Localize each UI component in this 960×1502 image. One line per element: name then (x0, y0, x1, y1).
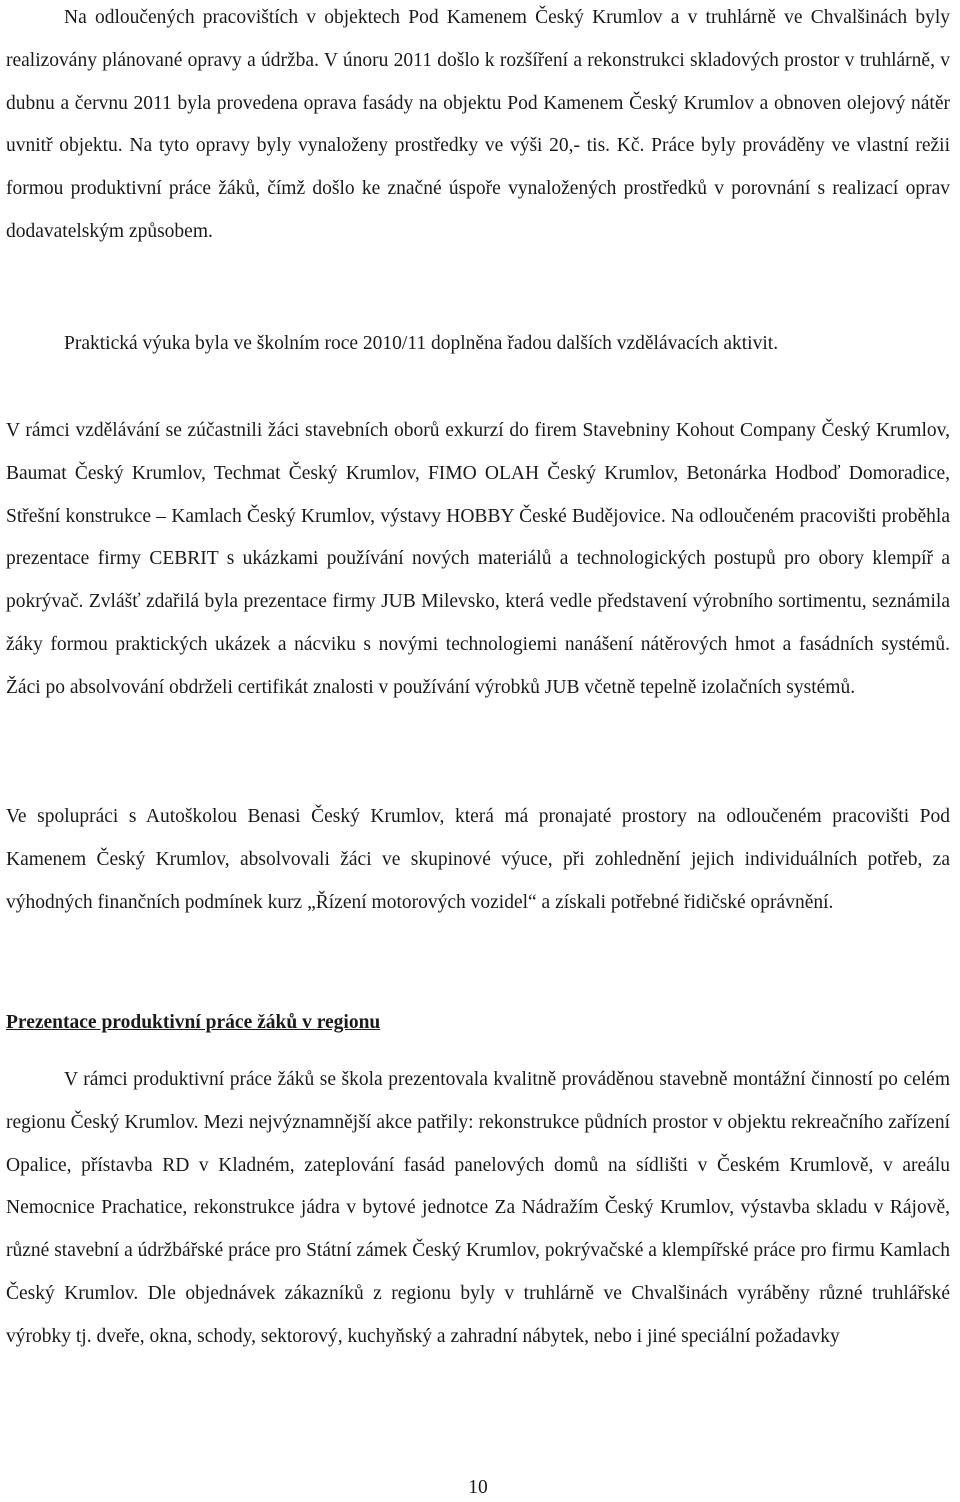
paragraph-maintenance: Na odloučených pracovištích v objektech Pod Kamenem Český Krumlov a v truhlárně ve Chvalšinách byly realizovány plánované opravy a údržba. V únoru 2011 došlo k rozšíření a rekonstrukci skladových prostor v truhlárně, v dubnu a červnu 2011 byla provedena oprava fasády na objektu Pod Kamenem Český Krumlov a obnoven olejový nátěr uvnitř objektu. Na tyto opravy byly vynaloženy prostředky ve výši 20,- tis. Kč. Práce byly prováděny ve vlastní režii formou produktivní práce žáků, čímž došlo ke značné úspoře vynaložených prostředků v porovnání s realizací oprav dodavatelským způsobem. (6, 7, 950, 242)
paragraph-practical-training: Praktická výuka byla ve školním roce 2010/11 doplněna řadou dalších vzdělávacích aktivit. (64, 333, 779, 354)
paragraph-excursions: V rámci vzdělávání se zúčastnili žáci stavebních oborů exkurzí do firem Stavebniny Kohout Company Český Krumlov, Baumat Český Krumlov, Techmat Český Krumlov, FIMO OLAH Český Krumlov, Betonárka Hodboď Domoradice, Střešní konstrukce – Kamlach Český Krumlov, výstavy HOBBY České Budějovice. Na odloučeném pracovišti proběhla prezentace firmy CEBRIT s ukázkami používání nových materiálů a technologických postupů pro obory klempíř a pokrývač. Zvlášť zdařilá byla prezentace firmy JUB Milevsko, která vedle představení výrobního sortimentu, seznámila žáky formou praktických ukázek a nácviku s novými technologiemi nanášení nátěrových hmot a fasádních systémů. Žáci po absolvování obdrželi certifikát znalosti v používání výrobků JUB včetně tepelně izolačních systémů. (6, 420, 950, 698)
page-number: 10 (468, 1477, 488, 1498)
section-heading: Prezentace produktivní práce žáků v regionu (6, 1012, 381, 1033)
paragraph-regional-presentation: V rámci produktivní práce žáků se škola prezentovala kvalitně prováděnou stavebně montážní činností po celém regionu Český Krumlov. Mezi nejvýznamnější akce patřily: rekonstrukce půdních prostor v objektu rekreačního zařízení Opalice, přístavba RD v Kladném, zateplování fasád panelových domů na sídlišti v Českém Krumlově, v areálu Nemocnice Prachatice, rekonstrukce jádra v bytové jednotce Za Nádražím Český Krumlov, výstavba skladu v Rájově, různé stavební a údržbářské práce pro Státní zámek Český Krumlov, pokrývačské a klempířské práce pro firmu Kamlach Český Krumlov. Dle objednávek zákazníků z regionu byly v truhlárně ve Chvalšinách vyráběny různé truhlářské výrobky tj. dveře, okna, schody, sektorový, kuchyňský a zahradní nábytek, nebo i jiné speciální požadavky (6, 1069, 950, 1347)
paragraph-driving-school: Ve spolupráci s Autoškolou Benasi Český Krumlov, která má pronajaté prostory na odloučeném pracovišti Pod Kamenem Český Krumlov, absolvovali žáci ve skupinové výuce, při zohlednění jejich individuálních potřeb, za výhodných finančních podmínek kurz „Řízení motorových vozidel“ a získali potřebné řidičské oprávnění. (6, 806, 950, 913)
